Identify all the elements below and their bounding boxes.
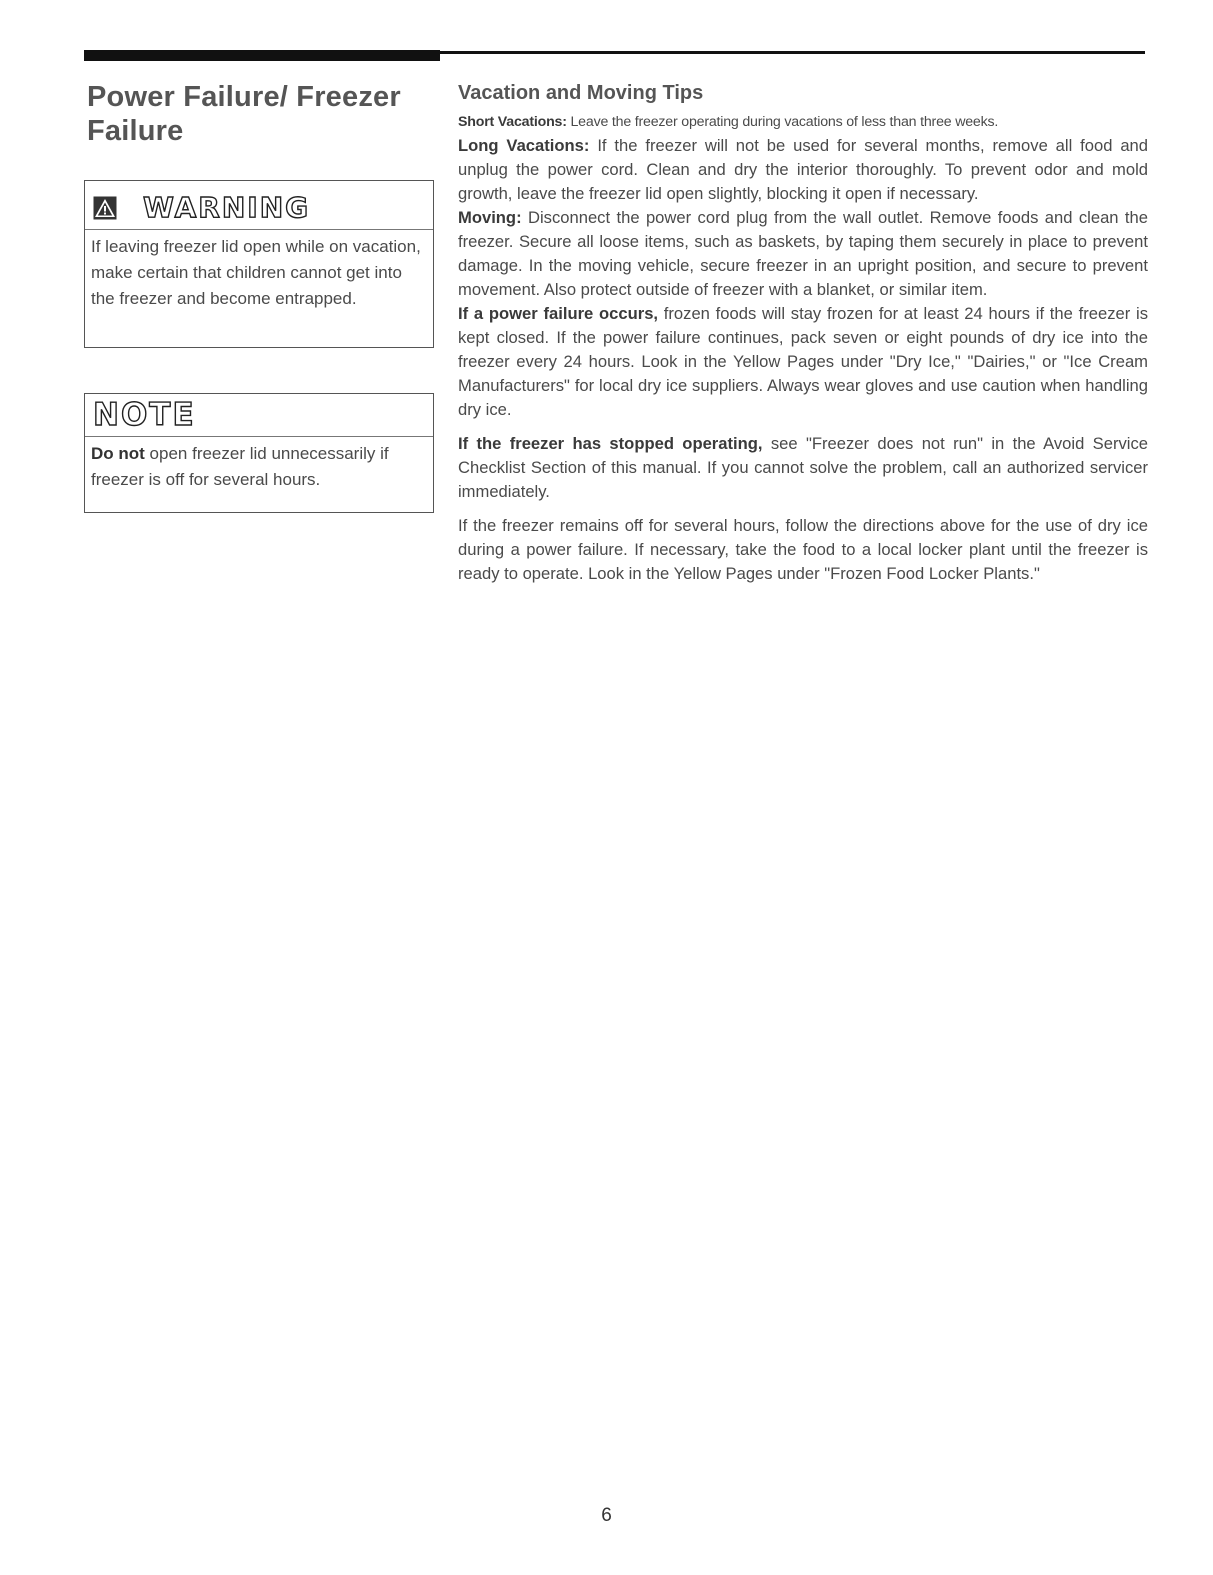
section-title: Vacation and Moving Tips: [458, 82, 704, 104]
paragraph-remains-off: If the freezer remains off for several hours, follow the directions above for the use of dry ice during a power failure. If necessary, take the food to a local locker plant until the freezer is ready to operate. Look in the Yellow Pages under "Frozen Food Locker Plants.": [458, 516, 1148, 583]
note-lead: Do not: [91, 444, 145, 463]
page-title: Power Failure/ Freezer Failure: [87, 81, 401, 147]
paragraph-short-vacations: Short Vacations: Leave the freezer operating during vacations of less than three weeks.: [458, 114, 999, 130]
paragraph-power-failure: If a power failure occurs, frozen foods will stay frozen for at least 24 hours if the freezer is kept closed. If the power failure continues, pack seven or eight pounds of dry ice into the freezer every 24 hours. Look in the Yellow Pages under "Dry Ice," "Dairies," or "Ice Cream Manufacturers" for local dry ice suppliers. Always wear gloves and use caution when handling dry ice.: [458, 304, 1148, 419]
note-box: [84, 393, 434, 513]
warning-header: [85, 181, 433, 230]
warning-text: If leaving freezer lid open while on vacation, make certain that children cannot get into the freezer and become entrapped.: [91, 237, 421, 308]
note-body: open freezer lid unnecessarily if freezer is off for several hours.: [91, 444, 389, 489]
paragraph-stopped-operating: If the freezer has stopped operating, see "Freezer does not run" in the Avoid Service Checklist Section of this manual. If you cannot solve the problem, call an authorized servicer immediately.: [458, 434, 1148, 501]
warning-triangle-icon: [93, 196, 117, 220]
paragraph-long-vacations: Long Vacations: If the freezer will not be used for several months, remove all food and unplug the power cord. Clean and dry the interior thoroughly. To prevent odor and mold growth, leave the freezer lid open slightly, blocking it open if necessary.: [458, 136, 1149, 203]
note-label: NOTE: [93, 397, 196, 433]
header-rule: [84, 51, 1145, 54]
page-number: 6: [601, 1505, 612, 1526]
warning-box: [84, 180, 434, 348]
warning-label: WARNING: [143, 191, 311, 224]
note-text: [85, 437, 433, 493]
note-header: [85, 394, 433, 437]
vacation-column: [458, 80, 1148, 586]
paragraph-moving: Moving: Disconnect the power cord plug from the wall outlet. Remove foods and clean the freezer. Secure all loose items, such as baskets, by taping them securely in place to prevent damage. In the moving vehicle, secure freezer in an upright position, and secure to prevent movement. Also protect outside of freezer with a blanket, or similar item.: [458, 208, 1148, 299]
